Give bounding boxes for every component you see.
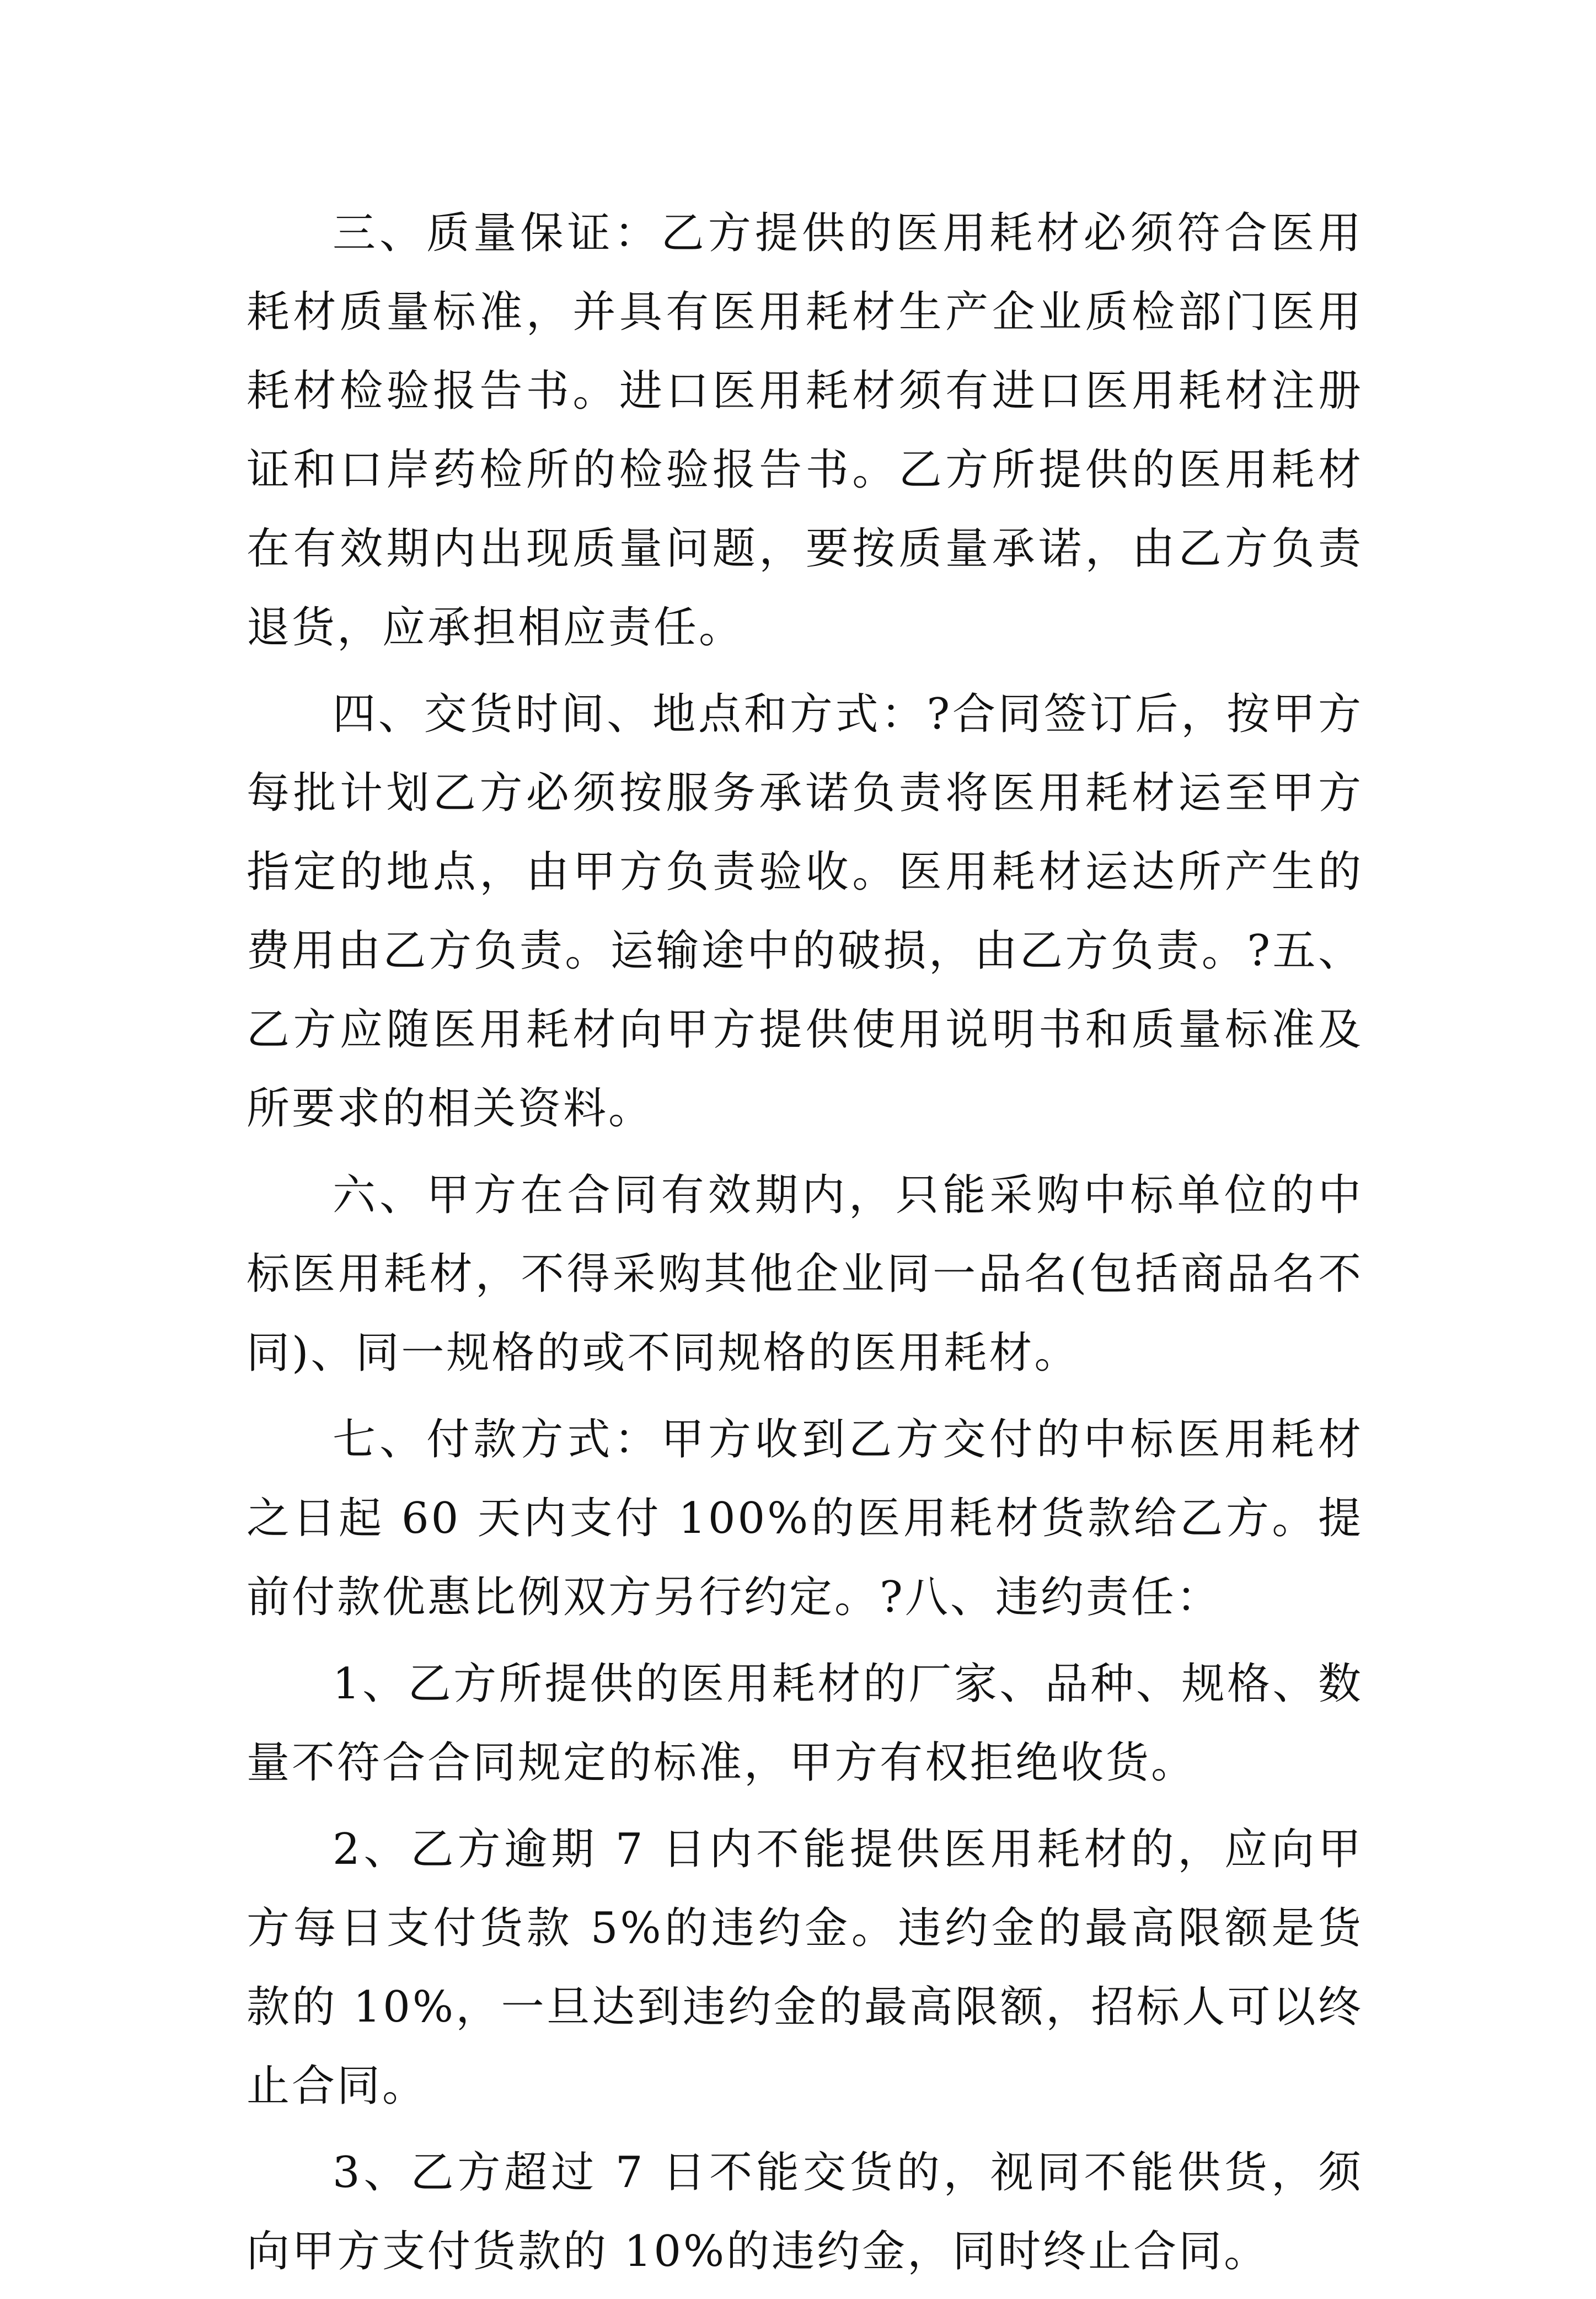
paragraph-quality-guarantee: 三、质量保证：乙方提供的医用耗材必须符合医用耗材质量标准，并具有医用耗材生产企业质检部门医用耗材检验报告书。进口医用耗材须有进口医用耗材注册证和口岸药检所的检验报告书。乙方所提供的医用耗材在有效期内出现质量问题，要按质量承诺，由乙方负责退货，应承担相应责任。 — [247, 208, 1363, 653]
paragraph-procurement-limit: 六、甲方在合同有效期内，只能采购中标单位的中标医用耗材，不得采购其他企业同一品名(包括商品名不同)、同一规格的或不同规格的医用耗材。 — [247, 1170, 1363, 1378]
document-body — [247, 194, 1363, 2299]
paragraph-breach-3: 3、乙方超过 7 日不能交货的，视同不能供货，须向甲方支付货款的 10%的违约金，同时终止合同。 — [247, 2148, 1363, 2276]
paragraph-breach-2: 2、乙方逾期 7 日内不能提供医用耗材的，应向甲方每日支付货款 5%的违约金。违约金的最高限额是货款的 10%，一旦达到违约金的最高限额，招标人可以终止合同。 — [247, 1825, 1363, 2111]
paragraph-breach-1: 1、乙方所提供的医用耗材的厂家、品种、规格、数量不符合合同规定的标准，甲方有权拒绝收货。 — [247, 1659, 1363, 1788]
paragraph-payment: 七、付款方式：甲方收到乙方交付的中标医用耗材之日起 60 天内支付 100%的医用耗材货款给乙方。提前付款优惠比例双方另行约定。?八、违约责任： — [247, 1415, 1363, 1622]
paragraph-delivery: 四、交货时间、地点和方式：?合同签订后，按甲方每批计划乙方必须按服务承诺负责将医用耗材运至甲方指定的地点，由甲方负责验收。医用耗材运达所产生的费用由乙方负责。运输途中的破损，由乙方负责。?五、乙方应随医用耗材向甲方提供使用说明书和质量标准及所要求的相关资料。 — [247, 689, 1363, 1134]
